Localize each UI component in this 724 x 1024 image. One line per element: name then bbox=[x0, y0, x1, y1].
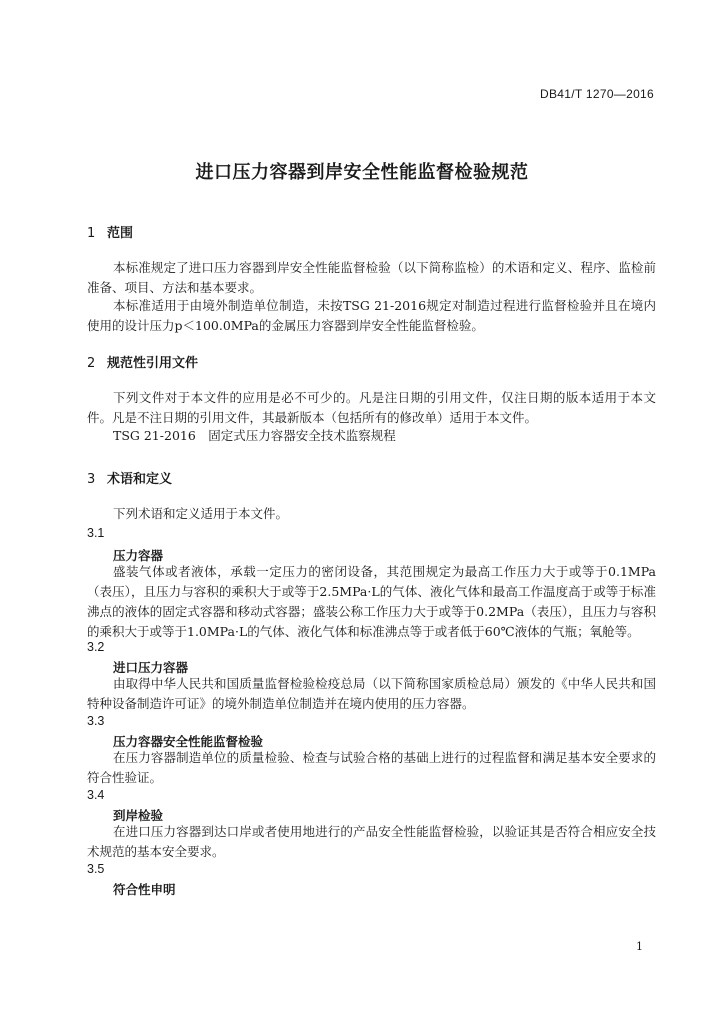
reference-item: TSG 21-2016 固定式压力容器安全技术监察规程 bbox=[113, 428, 396, 443]
term-name: 压力容器 bbox=[113, 548, 164, 563]
page-number: 1 bbox=[636, 940, 643, 953]
section-title: 范围 bbox=[107, 226, 134, 241]
clause-number: 3.5 bbox=[87, 862, 105, 876]
clause-number: 3.4 bbox=[87, 788, 105, 802]
term-definition: 由取得中华人民共和国质量监督检验检疫总局（以下简称国家质检总局）颁发的《中华人民共和国特种设备制造许可证》的境外制造单位制造并在境内使用的压力容器。 bbox=[87, 676, 656, 711]
clause-number: 3.3 bbox=[87, 714, 105, 728]
clause-number: 3.2 bbox=[87, 640, 105, 654]
clause-number: 3.1 bbox=[87, 526, 105, 540]
term-definition: 在压力容器制造单位的质量检验、检查与试验合格的基础上进行的过程监督和满足基本安全要求的符合性验证。 bbox=[87, 750, 656, 785]
section-number: 1 bbox=[87, 226, 96, 241]
term-name: 压力容器安全性能监督检验 bbox=[113, 734, 264, 749]
section-title: 术语和定义 bbox=[107, 472, 173, 487]
document-title: 进口压力容器到岸安全性能监督检验规范 bbox=[195, 162, 529, 183]
standard-code: DB41/T 1270—2016 bbox=[540, 87, 654, 101]
section-title: 规范性引用文件 bbox=[107, 356, 199, 371]
term-name: 符合性申明 bbox=[113, 882, 176, 897]
section-heading-terms bbox=[87, 468, 172, 487]
term-name: 到岸检验 bbox=[113, 808, 164, 823]
references-paragraph: 下列文件对于本文件的应用是必不可少的。凡是注日期的引用文件，仅注日期的版本适用于本文件。凡是不注日期的引用文件，其最新版本（包括所有的修改单）适用于本文件。 bbox=[87, 390, 656, 425]
scope-paragraph-2: 本标准适用于由境外制造单位制造，未按TSG 21-2016规定对制造过程进行监督检验并且在境内使用的设计压力p＜100.0MPa的金属压力容器到岸安全性能监督检验。 bbox=[87, 298, 656, 333]
scope-paragraph-1: 本标准规定了进口压力容器到岸安全性能监督检验（以下简称监检）的术语和定义、程序、监检前准备、项目、方法和基本要求。 bbox=[87, 260, 656, 295]
terms-intro: 下列术语和定义适用于本文件。 bbox=[113, 506, 289, 521]
section-heading-normative-references bbox=[87, 352, 198, 371]
section-number: 2 bbox=[87, 356, 96, 371]
term-name: 进口压力容器 bbox=[113, 660, 189, 675]
section-heading-scope bbox=[87, 222, 133, 241]
term-definition: 在进口压力容器到达口岸或者使用地进行的产品安全性能监督检验，以验证其是否符合相应安全技术规范的基本安全要求。 bbox=[87, 824, 656, 859]
term-definition: 盛装气体或者液体，承载一定压力的密闭设备，其范围规定为最高工作压力大于或等于0.1MPa（表压），且压力与容积的乘积大于或等于2.5MPa·L的气体、液化气体和最高工作温度高于或等于标准沸点的液体的固定式容器和移动式容器；盛装公称工作压力大于或等于0.2MPa（表压），且压力与容积的乘积大于或等于1.0MPa·L的气体、液化气体和标准沸点等于或者低于60℃液体的气瓶；氧舱等。 bbox=[87, 564, 656, 639]
section-number: 3 bbox=[87, 472, 96, 487]
